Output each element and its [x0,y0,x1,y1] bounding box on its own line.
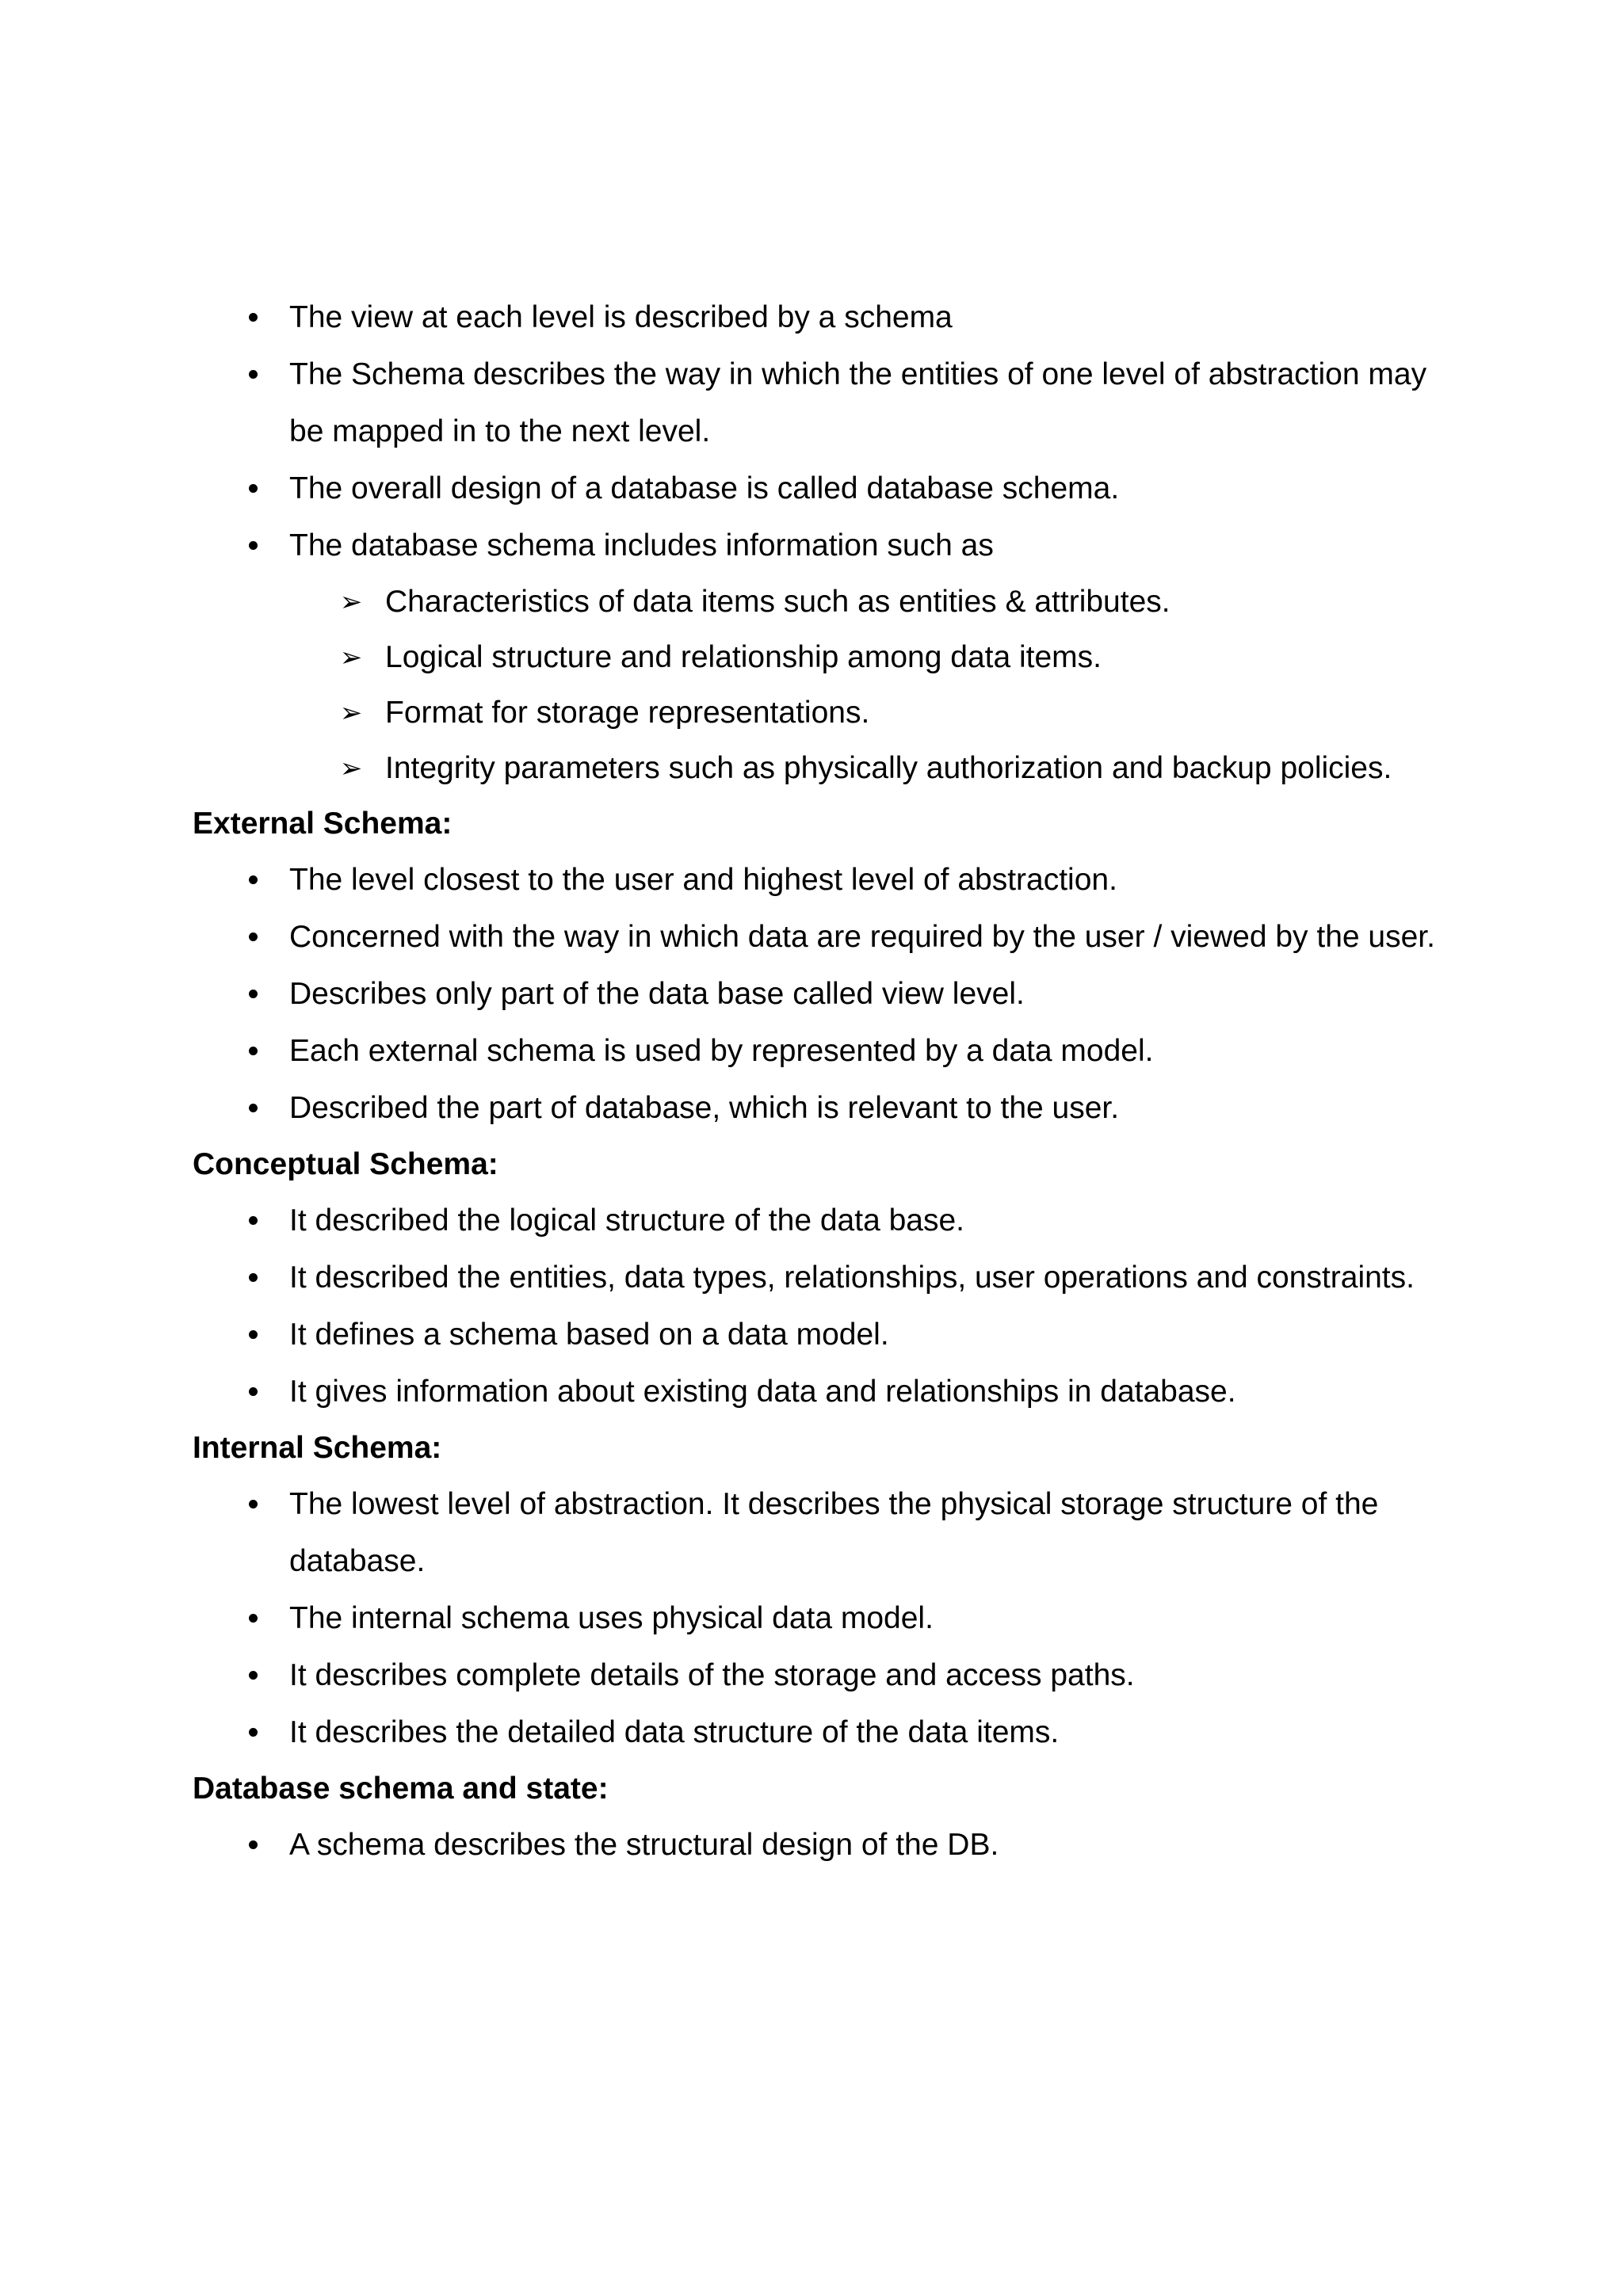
sub-list-item [193,574,1461,630]
list-item-text: It gives information about existing data and relationships in database. [289,1375,1236,1409]
list-item [193,1306,1461,1363]
intro-list [193,289,1461,574]
bullet-icon [241,1817,265,1874]
list-item-text: It describes complete details of the storage and access paths. [289,1658,1135,1692]
conceptual-schema-list [193,1192,1461,1421]
bullet-icon [241,1704,265,1761]
list-item-text: It describes the detailed data structure of the data items. [289,1715,1060,1749]
schema-state-heading: Database schema and state: [193,1772,609,1806]
sub-list-item [193,741,1461,796]
internal-schema-heading: Internal Schema: [193,1431,442,1465]
sub-list-item-text: Logical structure and relationship among data items. [385,640,1102,674]
bullet-icon [241,852,265,909]
arrow-bullet-icon: ➢ [339,586,363,618]
schema-state-list [193,1817,1461,1874]
list-item [193,1080,1461,1137]
list-item [193,1249,1461,1306]
list-item [193,852,1461,909]
list-item-text: The overall design of a database is called database schema. [289,471,1120,505]
list-item-text: The level closest to the user and highest level of abstraction. [289,863,1117,897]
arrow-bullet-icon: ➢ [339,753,363,784]
list-item-text: Concerned with the way in which data are required by the user / viewed by the user. [289,920,1435,954]
list-item [193,517,1461,574]
sub-list [193,574,1461,796]
arrow-bullet-icon: ➢ [339,697,363,729]
bullet-icon [241,517,265,574]
list-item-text: It defines a schema based on a data model. [289,1318,889,1352]
bullet-icon [241,1647,265,1704]
bullet-icon [241,1363,265,1421]
list-item [193,1704,1461,1761]
external-schema-list [193,852,1461,1137]
bullet-icon [241,966,265,1023]
list-item-text: Described the part of database, which is relevant to the user. [289,1091,1120,1125]
list-item [193,460,1461,517]
bullet-icon [241,1306,265,1363]
bullet-icon [241,1249,265,1306]
sub-list-item-text: Integrity parameters such as physically authorization and backup policies. [385,751,1392,785]
list-item [193,1476,1461,1590]
list-item [193,1647,1461,1704]
list-item-text: It described the entities, data types, relationships, user operations and constraints. [289,1261,1415,1295]
list-item [193,289,1461,346]
list-item-text: Each external schema is used by represented by a data model. [289,1034,1154,1068]
bullet-icon [241,1192,265,1249]
bullet-icon [241,460,265,517]
bullet-icon [241,1590,265,1647]
list-item [193,1590,1461,1647]
list-item-text: The internal schema uses physical data model. [289,1601,934,1635]
sub-list-item [193,630,1461,685]
list-item-text: The view at each level is described by a schema [289,300,953,334]
list-item [193,1192,1461,1249]
sub-list-item-text: Characteristics of data items such as entities & attributes. [385,585,1170,619]
list-item-text: Describes only part of the data base called view level. [289,977,1025,1011]
bullet-icon [241,1023,265,1080]
arrow-bullet-icon: ➢ [339,642,363,673]
list-item-text: The lowest level of abstraction. It describes the physical storage structure of the database. [289,1487,1379,1578]
conceptual-schema-heading: Conceptual Schema: [193,1147,498,1181]
external-schema-heading: External Schema: [193,807,453,841]
bullet-icon [241,346,265,403]
bullet-icon [241,289,265,346]
list-item [193,1023,1461,1080]
sub-list-item-text: Format for storage representations. [385,696,870,730]
list-item [193,346,1461,460]
list-item-text: The database schema includes information such as [289,528,994,563]
bullet-icon [241,909,265,966]
internal-schema-list [193,1476,1461,1761]
list-item-text: It described the logical structure of the data base. [289,1203,965,1238]
list-item [193,1817,1461,1874]
list-item-text: A schema describes the structural design of the DB. [289,1828,999,1862]
bullet-icon [241,1476,265,1533]
bullet-icon [241,1080,265,1137]
list-item-text: The Schema describes the way in which the entities of one level of abstraction may be mapped in to the next level. [289,357,1427,448]
list-item [193,909,1461,966]
sub-list-item [193,685,1461,741]
list-item [193,1363,1461,1421]
list-item [193,966,1461,1023]
page-content [193,289,1461,1874]
